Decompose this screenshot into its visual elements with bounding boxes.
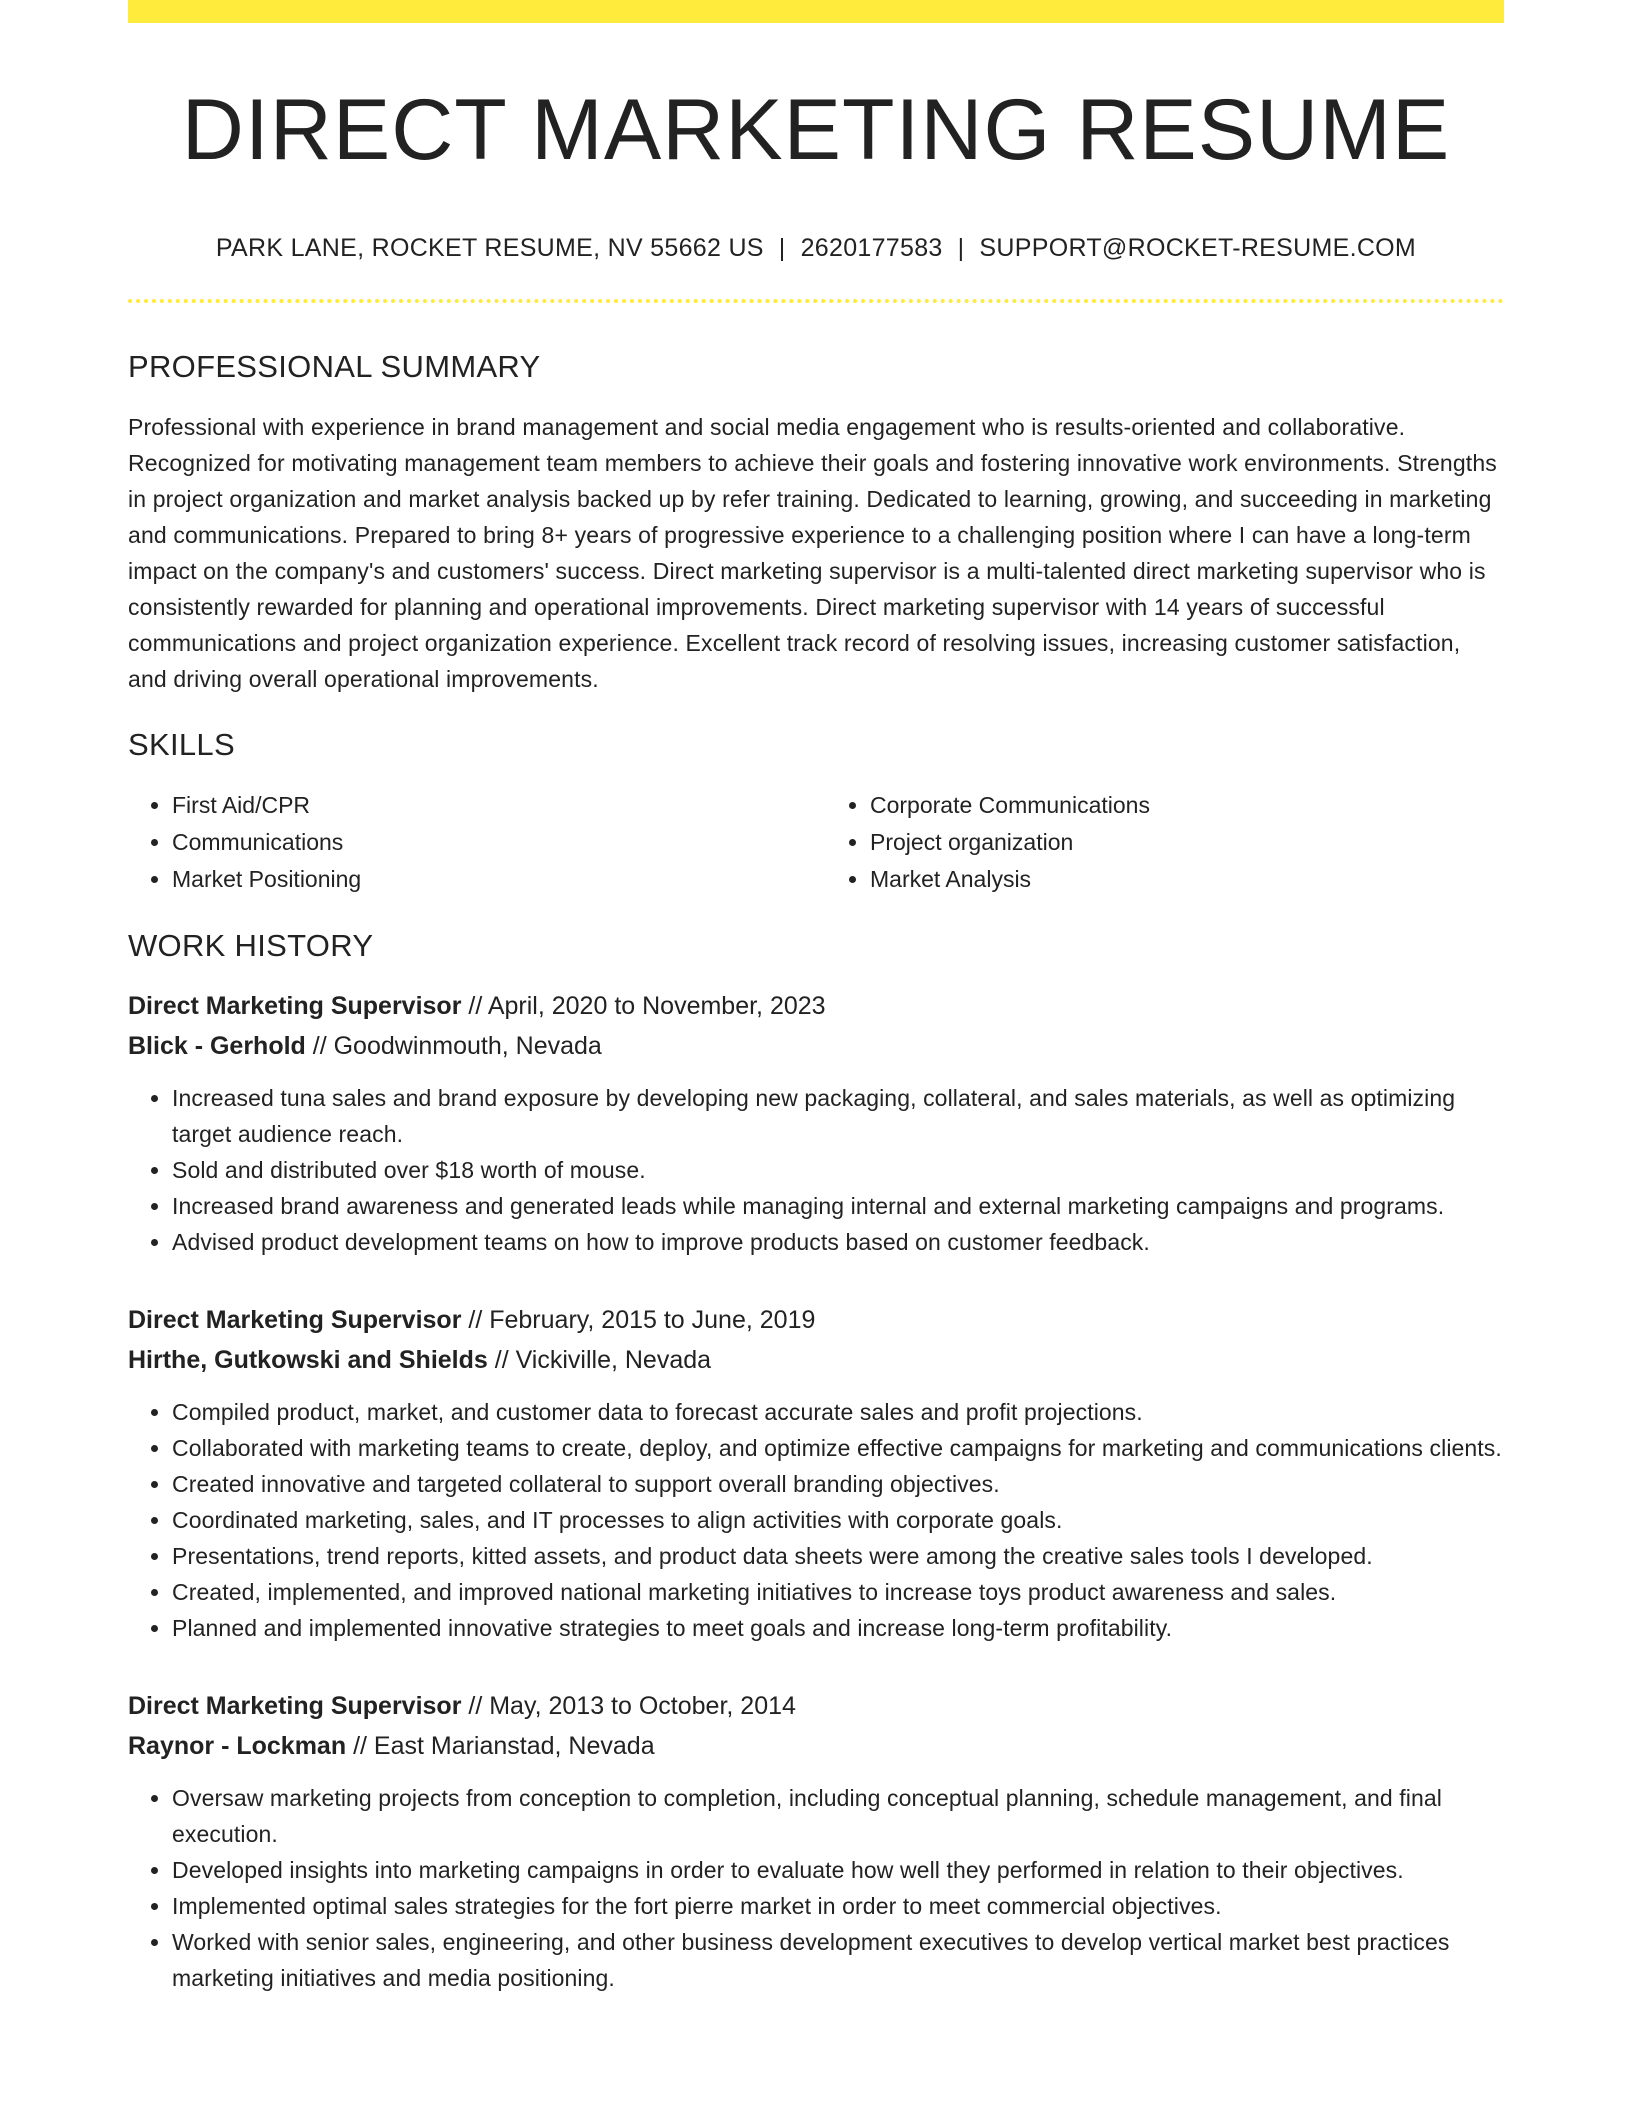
job-role-line <box>128 986 1504 1026</box>
resume-page <box>128 0 1504 1996</box>
dotted-divider <box>128 299 1504 303</box>
job-bullet: • Developed insights into marketing campaigns in order to evaluate how well they performed in relation to their objectives. <box>172 1852 1504 1888</box>
job-dates: // February, 2015 to June, 2019 <box>468 1305 816 1334</box>
skills-column-right <box>826 787 1504 898</box>
job-role: Direct Marketing Supervisor <box>128 1691 462 1720</box>
job-bullet: • Oversaw marketing projects from conception to completion, including conceptual planning, schedule management, and final execution. <box>172 1780 1504 1852</box>
job-role: Direct Marketing Supervisor <box>128 991 462 1020</box>
contact-phone: 2620177583 <box>800 233 943 262</box>
job-bullets <box>128 1780 1504 1996</box>
job-bullet: • Sold and distributed over $18 worth of mouse. <box>172 1152 1504 1188</box>
job-bullets <box>128 1080 1504 1260</box>
resume-title: DIRECT MARKETING RESUME <box>181 82 1451 178</box>
top-accent-bar <box>128 0 1504 23</box>
skill-item: • Communications <box>172 824 806 861</box>
job-dates: // May, 2013 to October, 2014 <box>468 1691 796 1720</box>
job-location: // Goodwinmouth, Nevada <box>312 1031 602 1060</box>
job-role: Direct Marketing Supervisor <box>128 1305 462 1334</box>
job-bullet: • Increased brand awareness and generated leads while managing internal and external marketing campaigns and programs. <box>172 1188 1504 1224</box>
job-company: Blick - Gerhold <box>128 1031 306 1060</box>
job-role-line <box>128 1300 1504 1340</box>
job-location: // Vickiville, Nevada <box>494 1345 712 1374</box>
job-company: Hirthe, Gutkowski and Shields <box>128 1345 488 1374</box>
job-bullet: • Planned and implemented innovative strategies to meet goals and increase long-term profitability. <box>172 1610 1504 1646</box>
summary-heading: PROFESSIONAL SUMMARY <box>128 348 541 384</box>
job-bullet: • Compiled product, market, and customer data to forecast accurate sales and profit projections. <box>172 1394 1504 1430</box>
skills-column-left <box>128 787 806 898</box>
skill-item: • First Aid/CPR <box>172 787 806 824</box>
work-history-heading: WORK HISTORY <box>128 927 374 963</box>
job-role-line <box>128 1686 1504 1726</box>
skill-item: • Project organization <box>870 824 1504 861</box>
skill-item: • Market Analysis <box>870 861 1504 898</box>
contact-email: SUPPORT@ROCKET-RESUME.COM <box>979 233 1417 262</box>
job-company-line <box>128 1340 1504 1380</box>
job-bullet: • Presentations, trend reports, kitted assets, and product data sheets were among the creative sales tools I developed. <box>172 1538 1504 1574</box>
job-bullets <box>128 1394 1504 1646</box>
job-bullet: • Coordinated marketing, sales, and IT processes to align activities with corporate goals. <box>172 1502 1504 1538</box>
skills-list <box>128 787 1504 898</box>
job-company-line <box>128 1726 1504 1766</box>
job-dates: // April, 2020 to November, 2023 <box>468 991 826 1020</box>
job-bullet: • Advised product development teams on how to improve products based on customer feedback. <box>172 1224 1504 1260</box>
job-bullet: • Worked with senior sales, engineering, and other business development executives to develop vertical market best practices marketing initiatives and media positioning. <box>172 1924 1504 1996</box>
job-bullet: • Created, implemented, and improved national marketing initiatives to increase toys product awareness and sales. <box>172 1574 1504 1610</box>
skill-item: • Market Positioning <box>172 861 806 898</box>
skill-item: • Corporate Communications <box>870 787 1504 824</box>
contact-address: PARK LANE, ROCKET RESUME, NV 55662 US <box>215 233 764 262</box>
job-location: // East Marianstad, Nevada <box>353 1731 655 1760</box>
job-bullet: • Created innovative and targeted collateral to support overall branding objectives. <box>172 1466 1504 1502</box>
job-entry <box>128 1300 1504 1646</box>
skills-heading: SKILLS <box>128 726 235 762</box>
contact-separator: | <box>778 233 786 262</box>
job-bullet: • Increased tuna sales and brand exposure by developing new packaging, collateral, and sales materials, as well as optimizing target audience reach. <box>172 1080 1504 1152</box>
job-entry <box>128 986 1504 1260</box>
job-bullet: • Implemented optimal sales strategies for the fort pierre market in order to meet commercial objectives. <box>172 1888 1504 1924</box>
contact-line <box>128 234 1504 263</box>
summary-text: Professional with experience in brand management and social media engagement who is results-oriented and collaborative. Recognized for motivating management team members to achieve their goals and fostering innovative work environments. Strengths in project organization and market analysis backed up by refer training. Dedicated to learning, growing, and succeeding in marketing and communications. Prepared to bring 8+ years of progressive experience to a challenging position where I can have a long-term impact on the company's and customers' success. Direct marketing supervisor is a multi-talented direct marketing supervisor who is consistently rewarded for planning and operational improvements. Direct marketing supervisor with 14 years of successful communications and project organization experience. Excellent track record of resolving issues, increasing customer satisfaction, and driving overall operational improvements. <box>128 413 1497 692</box>
contact-separator: | <box>957 233 965 262</box>
job-company: Raynor - Lockman <box>128 1731 347 1760</box>
job-entry <box>128 1686 1504 1996</box>
job-company-line <box>128 1026 1504 1066</box>
job-bullet: • Collaborated with marketing teams to create, deploy, and optimize effective campaigns for marketing and communications clients. <box>172 1430 1504 1466</box>
